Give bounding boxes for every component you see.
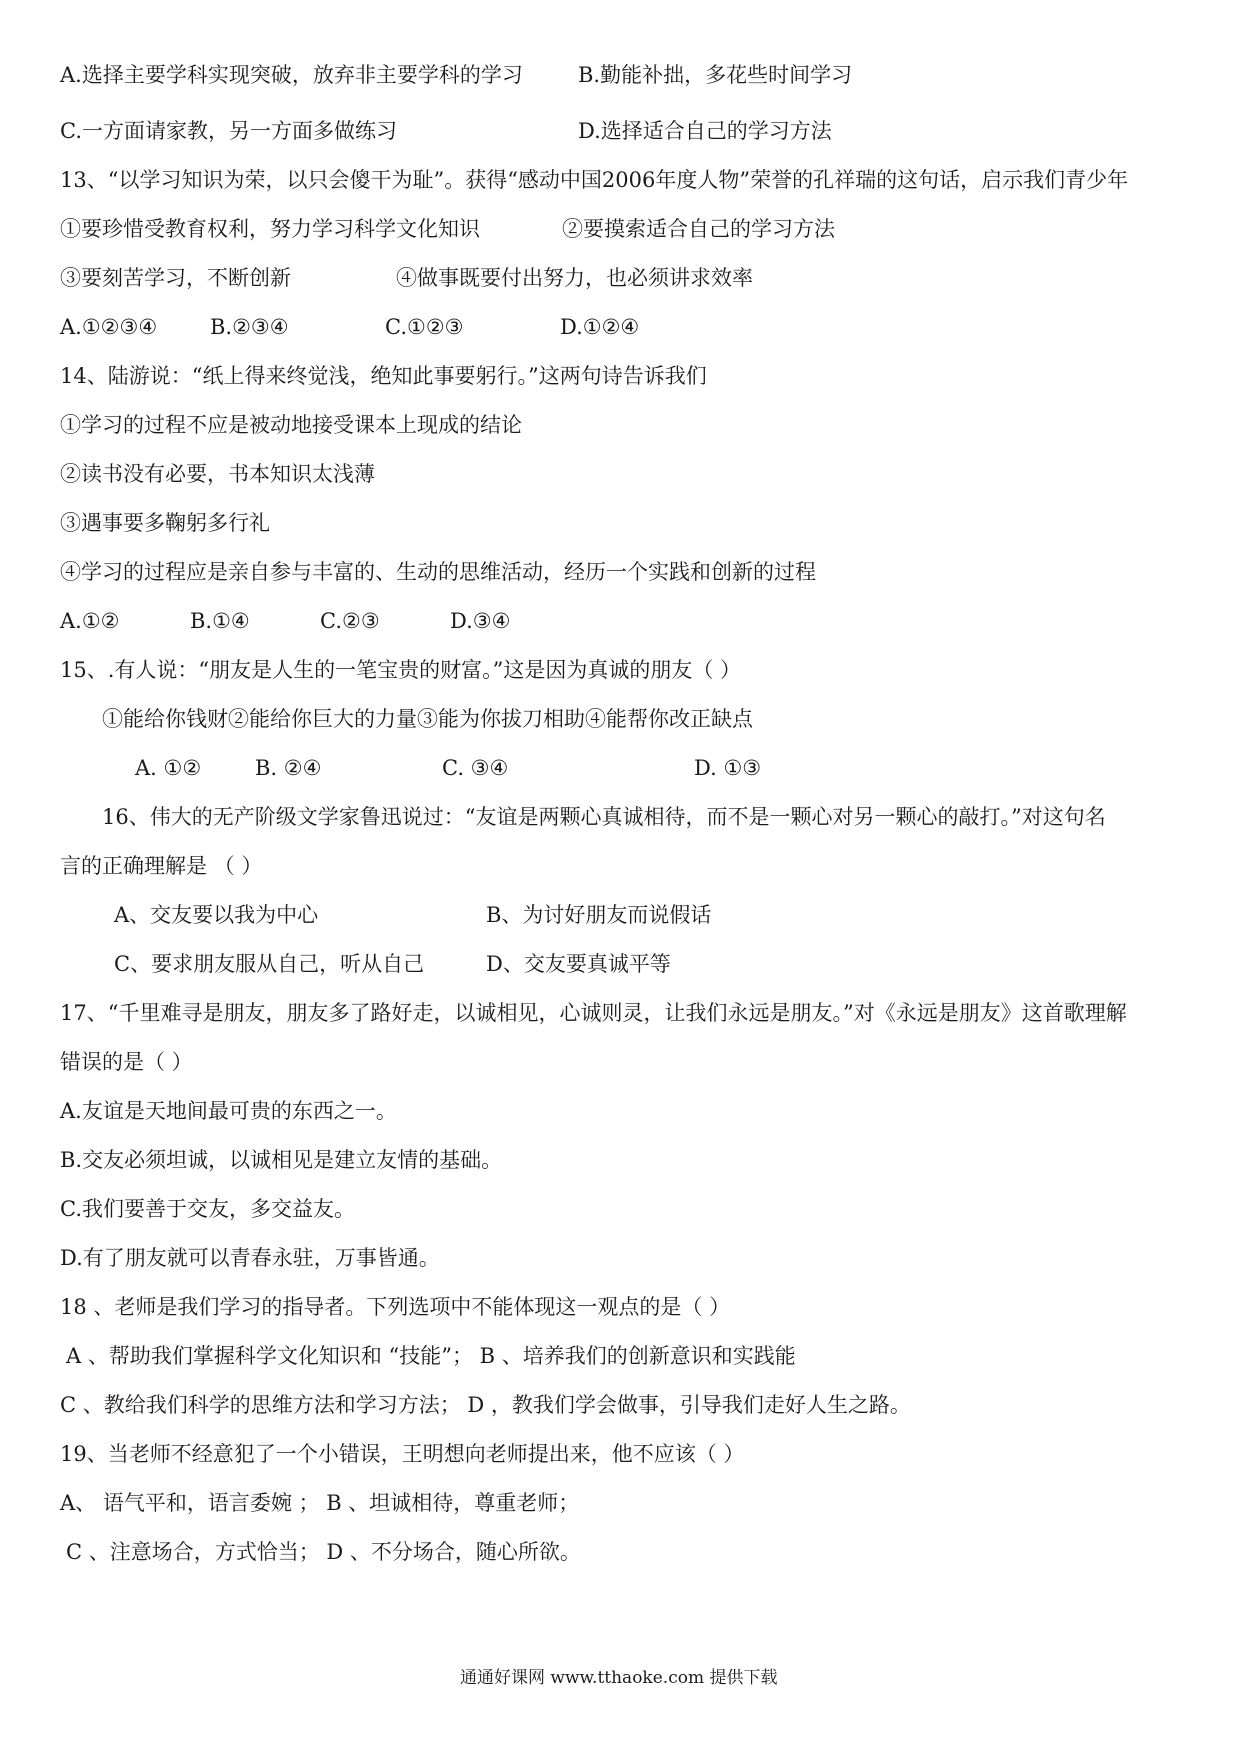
q14-item-2: ②读书没有必要，书本知识太浅薄 <box>60 462 375 486</box>
q13-item-3: ③要刻苦学习，不断创新 <box>60 266 291 290</box>
q17-stem-line-2: 错误的是（ ） <box>60 1050 193 1074</box>
q15-option-a: A. ①② <box>135 756 202 780</box>
q16-option-d: D、交友要真诚平等 <box>486 952 671 976</box>
q13-option-d: D.①②④ <box>560 315 640 339</box>
q17-option-c: C.我们要善于交友，多交益友。 <box>60 1197 355 1221</box>
q17-option-a: A.友谊是天地间最可贵的东西之一。 <box>60 1099 397 1123</box>
q12-option-d: D.选择适合自己的学习方法 <box>578 119 832 143</box>
q14-item-3: ③遇事要多鞠躬多行礼 <box>60 511 270 535</box>
q13-item-4: ④做事既要付出努力，也必须讲求效率 <box>396 266 753 290</box>
q12-option-c: C.一方面请家教，另一方面多做练习 <box>60 119 397 143</box>
q14-option-d: D.③④ <box>450 609 511 633</box>
q13-stem: 13、“以学习知识为荣，以只会傻干为耻”。获得“感动中国2006年度人物”荣誉的孔祥瑞的这句话，启示我们青少年 <box>60 168 1129 192</box>
q13-item-1: ①要珍惜受教育权利，努力学习科学文化知识 <box>60 217 480 241</box>
q19-option-ab: A、 语气平和，语言委婉 ； B 、坦诚相待，尊重老师； <box>60 1491 580 1515</box>
q14-item-4: ④学习的过程应是亲自参与丰富的、生动的思维活动，经历一个实践和创新的过程 <box>60 560 816 584</box>
q14-option-a: A.①② <box>60 609 120 633</box>
q18-option-cd: C 、教给我们科学的思维方法和学习方法； D ，教我们学会做事，引导我们走好人生之路。 <box>60 1393 911 1417</box>
q16-stem-line-1: 16、伟大的无产阶级文学家鲁迅说过：“友谊是两颗心真诚相待，而不是一颗心对另一颗心的敲打。”对这句名 <box>102 805 1106 829</box>
q12-option-a: A.选择主要学科实现突破，放弃非主要学科的学习 <box>60 63 523 87</box>
q18-stem: 18 、老师是我们学习的指导者。下列选项中不能体现这一观点的是（ ） <box>60 1295 731 1319</box>
q13-option-b: B.②③④ <box>210 315 289 339</box>
q15-option-d: D. ①③ <box>694 756 762 780</box>
q13-option-c: C.①②③ <box>385 315 464 339</box>
q18-option-ab: A 、帮助我们掌握科学文化知识和 “技能”； B 、培养我们的创新意识和实践能 <box>66 1344 796 1368</box>
q12-option-b: B.勤能补拙，多花些时间学习 <box>578 63 853 87</box>
q17-option-b: B.交友必须坦诚，以诚相见是建立友情的基础。 <box>60 1148 503 1172</box>
q15-items: ①能给你钱财②能给你巨大的力量③能为你拔刀相助④能帮你改正缺点 <box>102 707 753 731</box>
q15-option-b: B. ②④ <box>255 756 322 780</box>
q16-option-a: A、交友要以我为中心 <box>114 903 319 927</box>
q14-option-c: C.②③ <box>320 609 380 633</box>
q15-stem: 15、.有人说：“朋友是人生的一笔宝贵的财富。”这是因为真诚的朋友（ ） <box>60 658 742 682</box>
q14-item-1: ①学习的过程不应是被动地接受课本上现成的结论 <box>60 413 522 437</box>
q16-option-b: B、为讨好朋友而说假话 <box>486 903 712 927</box>
q16-stem-line-2: 言的正确理解是 （ ） <box>60 854 263 878</box>
q15-option-c: C. ③④ <box>442 756 509 780</box>
q13-option-a: A.①②③④ <box>60 315 158 339</box>
q14-stem: 14、陆游说：“纸上得来终觉浅，绝知此事要躬行。”这两句诗告诉我们 <box>60 364 707 388</box>
q13-item-2: ②要摸索适合自己的学习方法 <box>562 217 835 241</box>
page-footer: 通通好课网 www.tthaoke.com 提供下载 <box>460 1668 778 1688</box>
q17-stem-line-1: 17、“千里难寻是朋友，朋友多了路好走，以诚相见，心诚则灵，让我们永远是朋友。”对《永远是朋友》这首歌理解 <box>60 1001 1127 1025</box>
q19-option-cd: C 、注意场合，方式恰当； D 、不分场合，随心所欲。 <box>66 1540 581 1564</box>
q19-stem: 19、当老师不经意犯了一个小错误，王明想向老师提出来，他不应该（ ） <box>60 1442 745 1466</box>
q16-option-c: C、要求朋友服从自己，听从自己 <box>114 952 425 976</box>
q14-option-b: B.①④ <box>190 609 250 633</box>
q17-option-d: D.有了朋友就可以青春永驻，万事皆通。 <box>60 1246 440 1270</box>
